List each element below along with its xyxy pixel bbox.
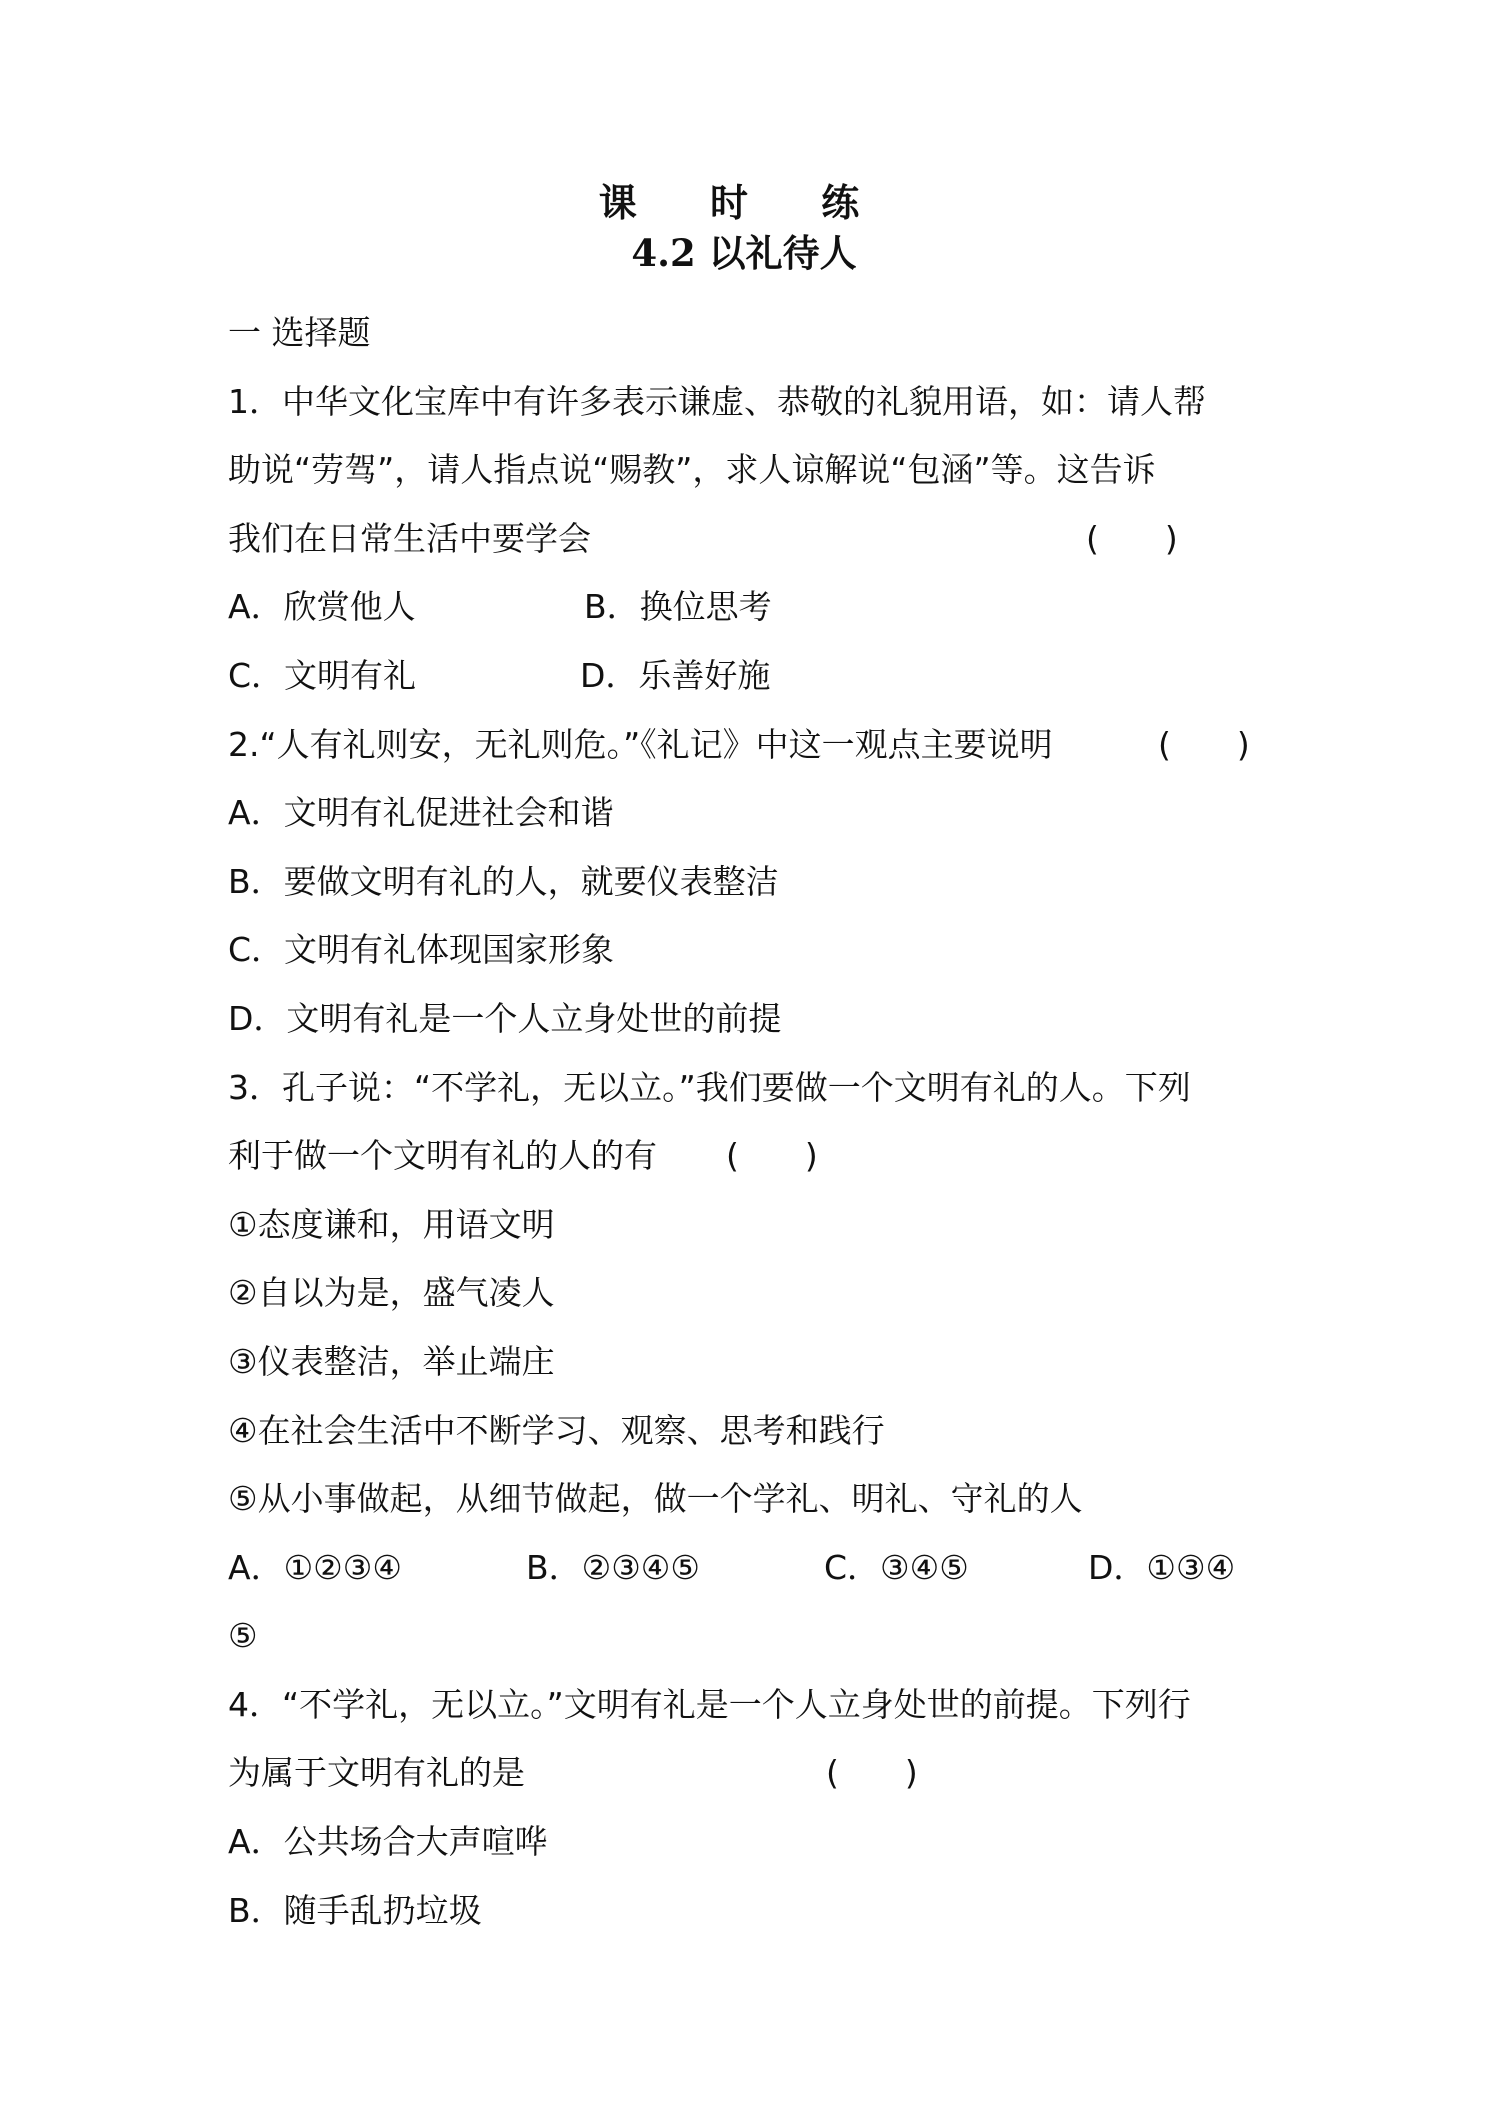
question-3-statement: ⑤从小事做起，从细节做起，做一个学礼、明礼、守礼的人 xyxy=(228,1479,1083,1519)
answer-blank[interactable]: ( ) xyxy=(726,1136,818,1176)
question-3-options xyxy=(228,1534,1268,1603)
question-2-stem-line: 2.“人有礼则安，无礼则危。”《礼记》中这一观点主要说明 ( ) xyxy=(228,711,1268,780)
question-2-option-c: C．文明有礼体现国家形象 xyxy=(228,930,615,970)
question-2-option-a: A．文明有礼促进社会和谐 xyxy=(228,793,614,833)
lesson-subtitle: 4.2 以礼待人 xyxy=(631,231,857,275)
answer-blank[interactable]: ( ) xyxy=(1086,518,1178,558)
question-2-option-d: D．文明有礼是一个人立身处世的前提 xyxy=(228,998,782,1038)
question-3-stem-line: 利于做一个文明有礼的人的有 ( ) xyxy=(228,1122,1268,1191)
question-1-stem-line: 助说“劳驾”，请人指点说“赐教”，求人谅解说“包涵”等。这告诉 xyxy=(228,450,1156,490)
option-a[interactable]: A．欣赏他人 xyxy=(228,587,416,627)
question-body xyxy=(228,299,1268,1945)
question-4-option-b: B．随手乱扔垃圾 xyxy=(228,1890,482,1930)
answer-blank[interactable]: ( ) xyxy=(1158,724,1250,764)
question-3-statement: ③仪表整洁，举止端庄 xyxy=(228,1341,555,1381)
section-heading: 一 选择题 xyxy=(228,313,371,352)
question-3-stem-line: 3．孔子说：“不学礼，无以立。”我们要做一个文明有礼的人。下列 xyxy=(228,1067,1191,1107)
option-d[interactable]: D．①③④ xyxy=(1088,1547,1236,1587)
question-3-statement: ①态度谦和，用语文明 xyxy=(228,1204,555,1244)
option-d[interactable]: D．乐善好施 xyxy=(580,655,771,695)
question-2-option-b: B．要做文明有礼的人，就要仪表整洁 xyxy=(228,861,779,901)
option-b[interactable]: B．②③④⑤ xyxy=(526,1547,700,1587)
question-3-statement: ②自以为是，盛气凌人 xyxy=(228,1273,555,1313)
question-1-stem-line: 1．中华文化宝库中有许多表示谦虚、恭敬的礼貌用语，如：请人帮 xyxy=(228,381,1206,421)
question-1-stem-line: 我们在日常生活中要学会 ( ) xyxy=(228,505,1268,574)
question-3-statement: ④在社会生活中不断学习、观察、思考和践行 xyxy=(228,1410,885,1450)
answer-blank[interactable]: ( ) xyxy=(826,1753,918,1793)
question-4-option-a: A．公共场合大声喧哗 xyxy=(228,1822,548,1862)
question-1-options xyxy=(228,573,1268,642)
question-3-options-wrap: ⑤ xyxy=(228,1616,258,1656)
option-c[interactable]: C．③④⑤ xyxy=(824,1547,969,1587)
question-4-stem-line: 4．“不学礼，无以立。”文明有礼是一个人立身处世的前提。下列行 xyxy=(228,1684,1191,1724)
option-c[interactable]: C．文明有礼 xyxy=(228,655,417,695)
page-title: 课 时 练 xyxy=(598,180,890,225)
question-1-options xyxy=(228,642,1268,711)
option-b[interactable]: B．换位思考 xyxy=(584,587,772,627)
question-4-stem-line: 为属于文明有礼的是 ( ) xyxy=(228,1739,1268,1808)
option-a[interactable]: A．①②③④ xyxy=(228,1547,402,1587)
